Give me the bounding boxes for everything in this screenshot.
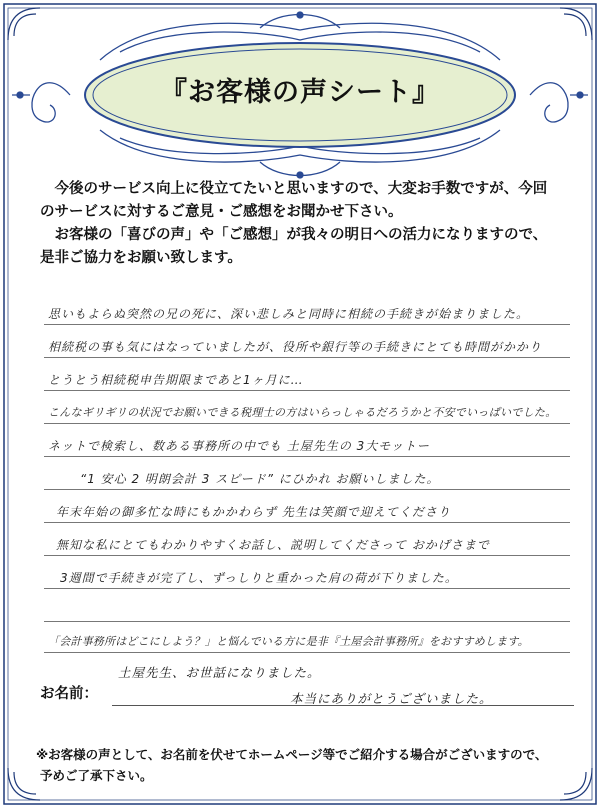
footer-line-1: ※お客様の声として、お名前を伏せてホームページ等でご紹介する場合がございますので、: [36, 747, 548, 762]
handwritten-line: 年末年始の御多忙な時にもかかわらず 先生は笑顔で迎えてくださり: [56, 505, 451, 519]
name-underline: [112, 705, 574, 706]
intro-line-1: 今後のサービス向上に役立てたいと思いますので、大変お手数ですが、今回: [54, 181, 548, 197]
intro-line-3: お客様の「喜びの声」や「ご感想」が我々の明日への活力になりますので、: [54, 227, 548, 243]
handwritten-line: “1 安心 2 明朗会計 3 スピード” にひかれ お願いしました。: [80, 472, 440, 486]
ruled-line: [44, 489, 570, 490]
ruled-line: [44, 652, 570, 653]
page-title: 『お客様の声シート』: [160, 77, 440, 108]
ruled-line: [44, 456, 570, 457]
handwritten-line: こんなギリギリの状況でお願いできる税理士の方はいらっしゃるだろうかと不安でいっぱいでした。: [48, 406, 557, 419]
handwritten-line: ネットで検索し、数ある事務所の中でも 土屋先生の 3大モットー: [48, 439, 430, 453]
handwritten-line: 相続税の事も気にはなっていましたが、役所や銀行等の手続きにとても時間がかかり: [48, 340, 543, 354]
name-label: お名前：: [40, 686, 98, 702]
handwritten-line: 思いもよらぬ突然の兄の死に、深い悲しみと同時に相続の手続きが始まりました。: [48, 307, 530, 321]
ruled-line: [44, 390, 570, 391]
ruled-line: [44, 522, 570, 523]
ruled-line: [44, 423, 570, 424]
ruled-line: [44, 555, 570, 556]
footer-note: [36, 744, 576, 786]
ruled-line: [44, 324, 570, 325]
intro-line-4: 是非ご協力をお願い致します。: [40, 250, 242, 266]
handwritten-line: 無知な私にとてもわかりやすくお話し、説明してくださって おかげさまで: [56, 538, 490, 552]
intro-text: [40, 178, 580, 270]
handwritten-line: とうとう相続税申告期限まであと1ヶ月に…: [48, 373, 304, 387]
handwritten-line: 「会計事務所はどこにしよう？」と悩んでいる方に是非『土屋会計事務所』をおすすめします。: [48, 635, 529, 648]
handwritten-signature-line-2: 本当にありがとうございました。: [290, 691, 493, 706]
footer-line-2: 予めご了承下さい。: [40, 768, 153, 783]
handwritten-signature-line-1: 土屋先生、お世話になりました。: [118, 665, 321, 680]
ruled-line: [44, 357, 570, 358]
ruled-line: [44, 621, 570, 622]
handwritten-line: 3週間で手続きが完了し、ずっしりと重かった肩の荷が下りました。: [60, 571, 458, 585]
ruled-line: [44, 588, 570, 589]
intro-line-2: のサービスに対するご意見・ご感想をお聞かせ下さい。: [40, 204, 403, 220]
